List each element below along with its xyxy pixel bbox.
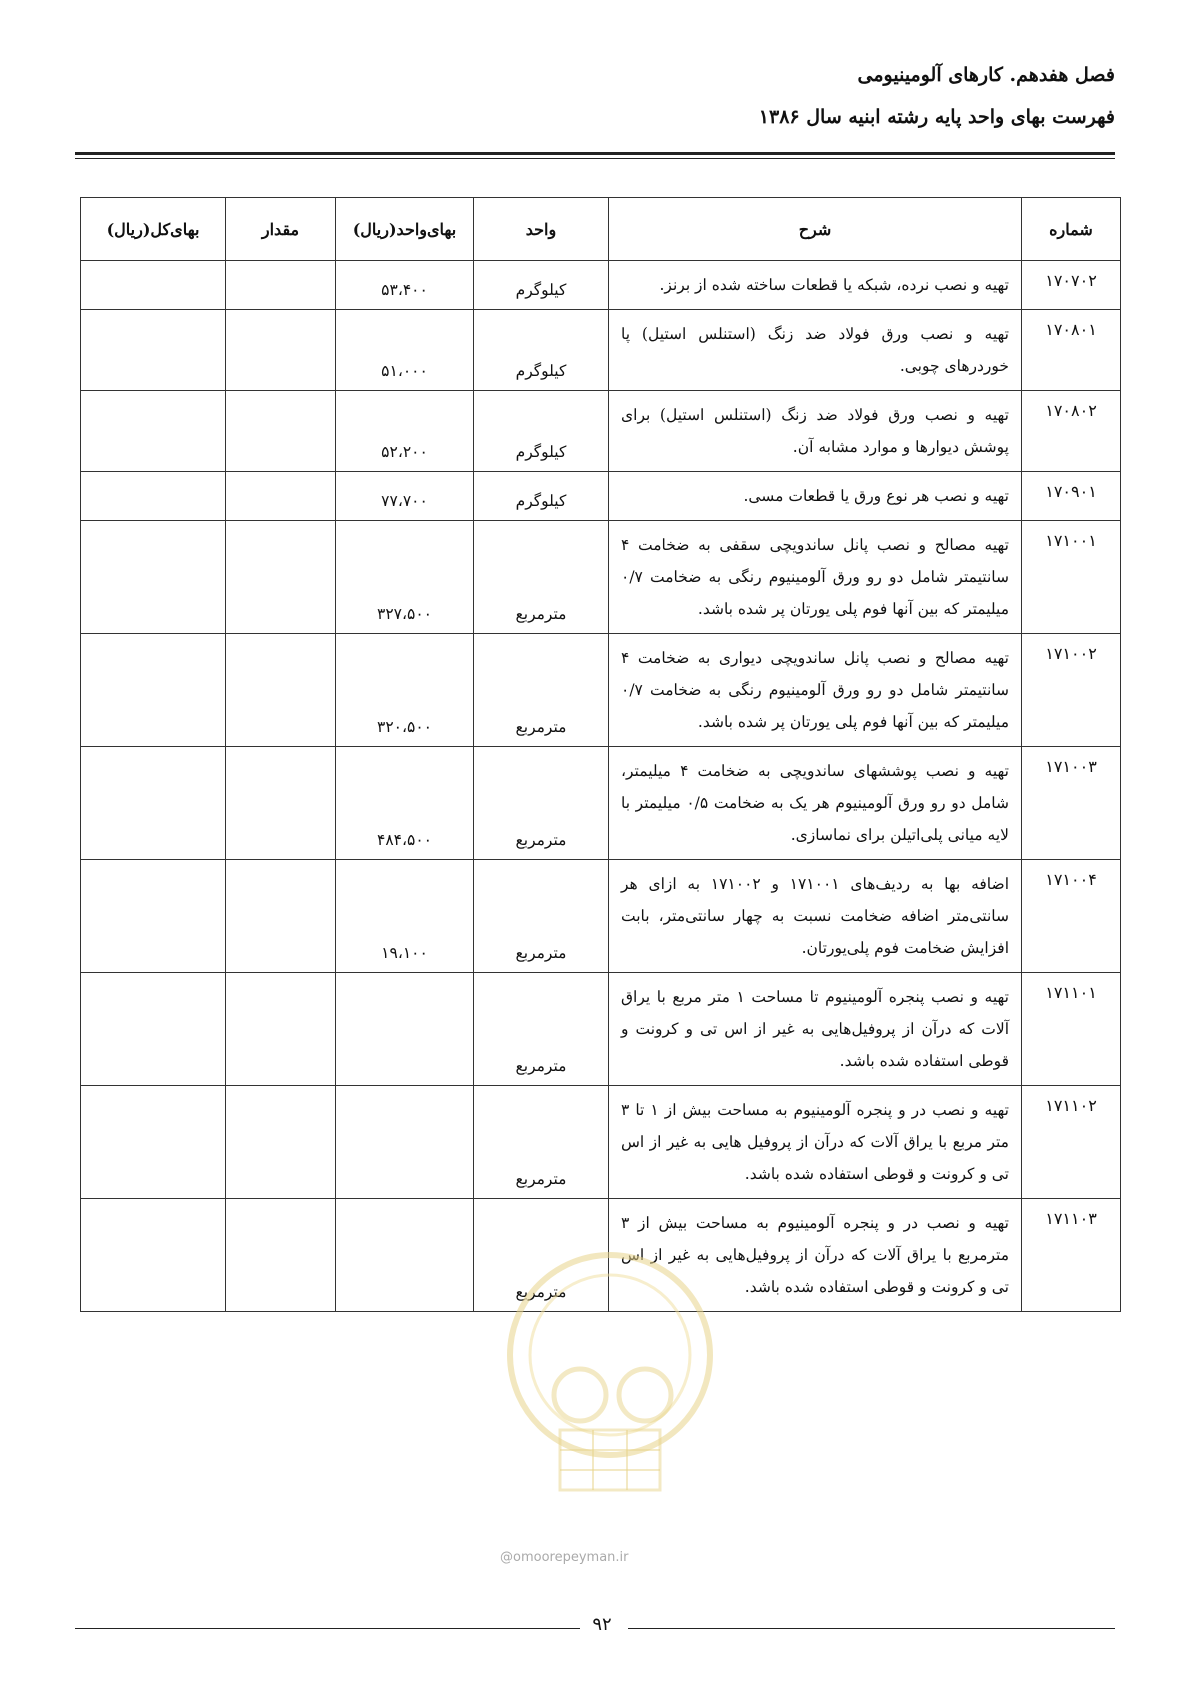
- item-total-price: [81, 261, 226, 310]
- item-total-price: [81, 1086, 226, 1199]
- item-description: تهیه و نصب نرده، شبکه یا قطعات ساخته شده از برنز.: [609, 261, 1022, 310]
- item-description: تهیه و نصب ورق فولاد ضد زنگ (استنلس استیل) برای پوشش دیوارها و موارد مشابه آن.: [609, 391, 1022, 472]
- table-row: [81, 747, 1121, 860]
- item-total-price: [81, 860, 226, 973]
- item-description: تهیه و نصب پوششهای ساندویچی به ضخامت ۴ میلیمتر، شامل دو رو ورق آلومینیوم هر یک به ضخامت ۰/۵ میلیمتر با لایه میانی پلی‌اتیلن برای نماسازی.: [609, 747, 1022, 860]
- table-row: [81, 391, 1121, 472]
- watermark-text: @omoorepeyman.ir: [500, 1550, 629, 1565]
- item-unit-price: ۵۳،۴۰۰: [336, 261, 474, 310]
- item-unit: کیلوگرم: [474, 261, 609, 310]
- item-unit-price: ۱۹،۱۰۰: [336, 860, 474, 973]
- table-row: [81, 973, 1121, 1086]
- table-row: [81, 634, 1121, 747]
- item-unit-price: [336, 1199, 474, 1312]
- item-unit: مترمربع: [474, 521, 609, 634]
- item-number: ۱۷۱۱۰۳: [1022, 1199, 1121, 1312]
- item-unit-price: ۷۷،۷۰۰: [336, 472, 474, 521]
- document-subtitle: فهرست بهای واحد پایه رشته ابنیه سال ۱۳۸۶: [758, 106, 1115, 128]
- item-unit-price: [336, 1086, 474, 1199]
- item-quantity: [226, 1199, 336, 1312]
- item-unit-price: ۵۲،۲۰۰: [336, 391, 474, 472]
- table-row: [81, 261, 1121, 310]
- column-header-total-price: بهای‌کل(ریال): [81, 198, 226, 261]
- item-quantity: [226, 521, 336, 634]
- item-total-price: [81, 310, 226, 391]
- item-description: تهیه و نصب پنجره آلومینیوم تا مساحت ۱ متر مربع با یراق آلات که درآن از پروفیل‌هایی به غیر از اس تی و کرونت و قوطی استفاده شده باشد.: [609, 973, 1022, 1086]
- item-quantity: [226, 391, 336, 472]
- item-unit: مترمربع: [474, 1086, 609, 1199]
- item-unit-price: [336, 973, 474, 1086]
- item-description: تهیه و نصب ورق فولاد ضد زنگ (استنلس استیل) پا خوردرهای چوبی.: [609, 310, 1022, 391]
- column-header-quantity: مقدار: [226, 198, 336, 261]
- item-number: ۱۷۱۰۰۴: [1022, 860, 1121, 973]
- item-total-price: [81, 521, 226, 634]
- item-number: ۱۷۰۸۰۲: [1022, 391, 1121, 472]
- item-number: ۱۷۱۰۰۳: [1022, 747, 1121, 860]
- item-quantity: [226, 634, 336, 747]
- column-header-description: شرح: [609, 198, 1022, 261]
- item-quantity: [226, 310, 336, 391]
- item-number: ۱۷۰۸۰۱: [1022, 310, 1121, 391]
- header-rule-thick: [75, 152, 1115, 155]
- item-description: اضافه بها به ردیف‌های ۱۷۱۰۰۱ و ۱۷۱۰۰۲ به ازای هر سانتی‌متر اضافه ضخامت نسبت به چهار سانتی‌متر، بابت افزایش ضخامت فوم پلی‌یورتان.: [609, 860, 1022, 973]
- item-number: ۱۷۰۹۰۱: [1022, 472, 1121, 521]
- item-unit: کیلوگرم: [474, 391, 609, 472]
- chapter-title: فصل هفدهم. کارهای آلومینیومی: [857, 64, 1115, 86]
- item-unit: مترمربع: [474, 634, 609, 747]
- item-quantity: [226, 747, 336, 860]
- item-unit: مترمربع: [474, 973, 609, 1086]
- footer-rule-left: [75, 1628, 580, 1629]
- item-number: ۱۷۱۱۰۱: [1022, 973, 1121, 1086]
- item-quantity: [226, 973, 336, 1086]
- item-total-price: [81, 634, 226, 747]
- column-header-unit-price: بهای‌واحد(ریال): [336, 198, 474, 261]
- table-row: [81, 472, 1121, 521]
- item-description: تهیه و نصب هر نوع ورق یا قطعات مسی.: [609, 472, 1022, 521]
- item-unit-price: ۵۱،۰۰۰: [336, 310, 474, 391]
- item-number: ۱۷۱۰۰۲: [1022, 634, 1121, 747]
- item-total-price: [81, 973, 226, 1086]
- table-header-row: [81, 198, 1121, 261]
- table-row: [81, 1086, 1121, 1199]
- column-header-number: شماره: [1022, 198, 1121, 261]
- item-description: تهیه و نصب در و پنجره آلومینیوم به مساحت بیش از ۳ مترمربع با یراق آلات که درآن از پروفیل‌هایی به غیر از اس تی و کرونت و قوطی استفاده شده باشد.: [609, 1199, 1022, 1312]
- column-header-unit: واحد: [474, 198, 609, 261]
- table-row: [81, 310, 1121, 391]
- item-description: تهیه مصالح و نصب پانل ساندویچی سقفی به ضخامت ۴ سانتیمتر شامل دو رو ورق آلومینیوم رنگی به ضخامت ۰/۷ میلیمتر که بین آنها فوم پلی یورتان پر شده باشد.: [609, 521, 1022, 634]
- item-number: ۱۷۱۱۰۲: [1022, 1086, 1121, 1199]
- item-quantity: [226, 261, 336, 310]
- item-total-price: [81, 391, 226, 472]
- item-total-price: [81, 1199, 226, 1312]
- item-total-price: [81, 747, 226, 860]
- item-unit: کیلوگرم: [474, 472, 609, 521]
- table-row: [81, 1199, 1121, 1312]
- item-quantity: [226, 1086, 336, 1199]
- page-number: ۹۲: [592, 1614, 612, 1635]
- item-unit: مترمربع: [474, 860, 609, 973]
- item-unit-price: ۳۲۷،۵۰۰: [336, 521, 474, 634]
- item-quantity: [226, 860, 336, 973]
- item-unit: کیلوگرم: [474, 310, 609, 391]
- item-description: تهیه و نصب در و پنجره آلومینیوم به مساحت بیش از ۱ تا ۳ متر مربع با یراق آلات که درآن از پروفیل هایی به غیر از اس تی و کرونت و قوطی استفاده شده باشد.: [609, 1086, 1022, 1199]
- table-row: [81, 521, 1121, 634]
- item-quantity: [226, 472, 336, 521]
- footer-rule-right: [628, 1628, 1115, 1629]
- item-number: ۱۷۱۰۰۱: [1022, 521, 1121, 634]
- item-unit: مترمربع: [474, 1199, 609, 1312]
- item-unit-price: ۳۲۰،۵۰۰: [336, 634, 474, 747]
- item-unit-price: ۴۸۴،۵۰۰: [336, 747, 474, 860]
- price-list-table: [80, 197, 1121, 1312]
- item-number: ۱۷۰۷۰۲: [1022, 261, 1121, 310]
- header-rule-thin: [75, 158, 1115, 159]
- item-total-price: [81, 472, 226, 521]
- table-row: [81, 860, 1121, 973]
- item-unit: مترمربع: [474, 747, 609, 860]
- item-description: تهیه مصالح و نصب پانل ساندویچی دیواری به ضخامت ۴ سانتیمتر شامل دو رو ورق آلومینیوم رنگی به ضخامت ۰/۷ میلیمتر که بین آنها فوم پلی یورتان پر شده باشد.: [609, 634, 1022, 747]
